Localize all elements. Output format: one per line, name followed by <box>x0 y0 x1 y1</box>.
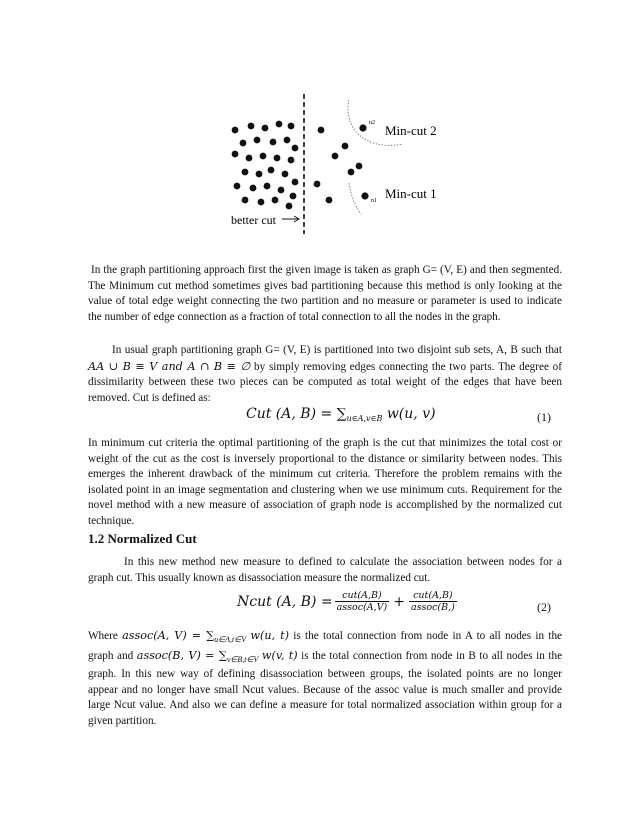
equation-2-plus: + <box>393 593 405 610</box>
graph-node-dot <box>361 192 368 199</box>
graph-node-dot <box>326 197 333 204</box>
node-dots <box>232 121 369 210</box>
paragraph-2-after: by simply removing edges connecting the two parts. The degree of dissimilarity between these two pieces can be computed as total weight of the edges that have been removed. Cut is defined as: <box>88 360 562 404</box>
graph-node-dot <box>258 199 265 206</box>
graph-node-dot <box>234 183 241 190</box>
graph-node-dot <box>359 124 366 131</box>
equation-1-rhs: w(u, v) <box>386 406 436 422</box>
graph-node-dot <box>332 153 339 160</box>
graph-node-dot <box>274 155 281 162</box>
paragraph-1-text: In the graph partitioning approach first the given image is taken as graph G= (V, E) and then segmented. The Minimum cut method sometimes gives bad partitioning because this method is only looking at the value of total edge weight connecting the two partition and no measure or parameter is used to indicate the number of edge connection as a fraction of total connection to all the nodes in the graph. <box>88 264 562 323</box>
min-cut-1-curve <box>349 183 361 214</box>
graph-node-dot <box>348 169 355 176</box>
label-n2: n2 <box>369 120 375 126</box>
assoc-b-expression: assoc(B, V) = ∑ <box>136 648 227 662</box>
graph-node-dot <box>262 125 269 132</box>
graph-node-dot <box>292 179 299 186</box>
graph-node-dot <box>260 153 267 160</box>
better-cut-arrow <box>282 216 299 222</box>
graph-node-dot <box>268 167 275 174</box>
label-min-cut-1: Min-cut 1 <box>385 186 437 201</box>
assoc-b-subscript: v∈B,t∈V <box>226 654 259 664</box>
paragraph-5-text-b: is the total connection from node in B to all nodes in the graph. <box>88 649 563 681</box>
paragraph-5-text-a: is the total connection from node in A to all nodes in the graph and <box>88 630 563 662</box>
graph-node-dot <box>270 139 277 146</box>
label-min-cut-2: Min-cut 2 <box>385 123 437 138</box>
graph-node-dot <box>314 181 321 188</box>
paragraph-2-before: In usual graph partitioning graph G= (V, E) is partitioned into two disjoint sub sets, A, B such that <box>112 344 562 356</box>
graph-partition-figure <box>205 88 465 238</box>
paragraph-2 <box>88 343 562 406</box>
equation-2-lhs: Ncut (A, B) = <box>237 593 333 610</box>
assoc-a-weight: w(u, t) <box>250 629 289 642</box>
graph-node-dot <box>356 163 363 170</box>
equation-2-denominator-1: assoc(A,V) <box>336 602 388 613</box>
paragraph-5 <box>88 628 562 730</box>
equation-2-numerator-1: cut(A,B) <box>335 590 390 602</box>
graph-node-dot <box>250 185 257 192</box>
graph-node-dot <box>264 183 271 190</box>
graph-node-dot <box>272 197 279 204</box>
graph-node-dot <box>242 197 249 204</box>
paragraph-4: In this new method new measure to defined to calculate the association between nodes for a graph cut. This usually known as disassociation measure the normalized cut. <box>88 556 562 584</box>
graph-node-dot <box>256 171 263 178</box>
paragraph-3: In minimum cut criteria the optimal partitioning of the graph is the cut that minimizes the total cost or weight of the cut as the cost is inversely proportional to the distance or similarity between nodes. This emerges the inherent drawback of the minimum cut criteria. Therefore the problem remains with the isolated point in an image segmentation and clustering when we use minimum cuts. Requirement for the novel method with a new measure of association of graph node is accomplished by the normalized cut technique. <box>88 437 562 527</box>
label-better-cut: better cut <box>231 213 276 227</box>
equation-2-numerator-2: cut(A,B) <box>409 590 457 602</box>
equation-1-lhs: Cut (A, B) = ∑ <box>246 406 347 422</box>
graph-node-dot <box>288 157 295 164</box>
graph-node-dot <box>292 145 299 152</box>
graph-node-dot <box>286 203 293 210</box>
equation-1-number: (1) <box>537 410 551 424</box>
graph-node-dot <box>232 127 239 134</box>
assoc-b-weight: w(v, t) <box>261 648 298 662</box>
graph-node-dot <box>276 121 283 128</box>
graph-node-dot <box>278 187 285 194</box>
equation-1 <box>246 406 436 423</box>
equation-2-fraction-2 <box>409 590 457 613</box>
graph-node-dot <box>240 140 247 147</box>
graph-node-dot <box>282 171 289 178</box>
equation-2 <box>237 590 457 613</box>
graph-node-dot <box>290 193 297 200</box>
equation-2-fraction-1 <box>335 590 390 613</box>
graph-node-dot <box>288 123 295 130</box>
graph-node-dot <box>242 169 249 176</box>
equation-1-subscript: u∈A,v∈B <box>346 414 383 423</box>
assoc-a-expression: assoc(A, V) = ∑ <box>122 629 215 642</box>
graph-node-dot <box>248 123 255 130</box>
label-n1: n1 <box>371 198 377 204</box>
section-heading: 1.2 Normalized Cut <box>88 531 197 546</box>
assoc-a-subscript: u∈A,t∈V <box>214 635 247 644</box>
paragraph-1 <box>88 263 562 325</box>
paragraph-2-set-math: AA ∪ B ≡ V and A ∩ B ≡ ∅ <box>88 359 251 373</box>
equation-2-number: (2) <box>537 600 551 614</box>
graph-node-dot <box>232 151 239 158</box>
paragraph-5-rest: In this new way of defining disassociation between groups, the isolated points are no longer appear and no longer have small Ncut values. Because of the assoc value is much smaller and provide large Ncut value. And also we can define a measure for total normalized association within group for a given partition. <box>88 668 562 727</box>
equation-2-denominator-2: assoc(B,) <box>410 602 455 613</box>
graph-node-dot <box>246 155 253 162</box>
graph-node-dot <box>254 137 261 144</box>
paragraph-5-where: Where <box>88 630 118 642</box>
graph-node-dot <box>284 137 291 144</box>
graph-node-dot <box>342 143 349 150</box>
graph-node-dot <box>318 127 325 134</box>
